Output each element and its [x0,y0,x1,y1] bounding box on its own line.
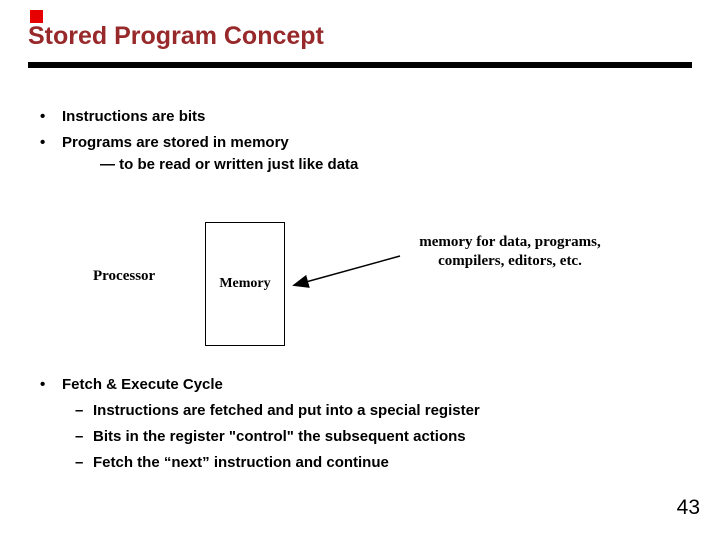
processor-label: Processor [93,268,156,284]
bullet-subitem-read-written: — to be read or written just like data [100,156,359,173]
memory-label: Memory [219,276,271,291]
bullet-item-programs: Programs are stored in memory [62,134,289,151]
sub-bullet-bits-control: Bits in the register "control" the subsequent actions [93,428,466,445]
sub-bullet-fetch-next: Fetch the “next” instruction and continue [93,454,389,471]
arrow-icon [286,250,406,294]
memory-box [205,222,285,346]
bullet-marker: • [40,108,46,125]
bullet-item-fetch-execute: Fetch & Execute Cycle [62,376,223,393]
page-number: 43 [676,496,700,519]
bullet-item-instructions: Instructions are bits [62,108,206,125]
annotation-text [396,233,624,271]
annotation-line2: compilers, editors, etc. [438,253,582,269]
sub-bullet-fetched-register: Instructions are fetched and put into a special register [93,402,480,419]
bullet-marker: • [40,134,46,151]
dash-marker: – [75,454,84,471]
bullet-marker: • [40,376,46,393]
dash-marker: – [75,428,84,445]
title-underline-bar [28,62,692,68]
page-title: Stored Program Concept [28,22,324,50]
annotation-line1: memory for data, programs, [419,234,601,250]
dash-marker: – [75,402,84,419]
